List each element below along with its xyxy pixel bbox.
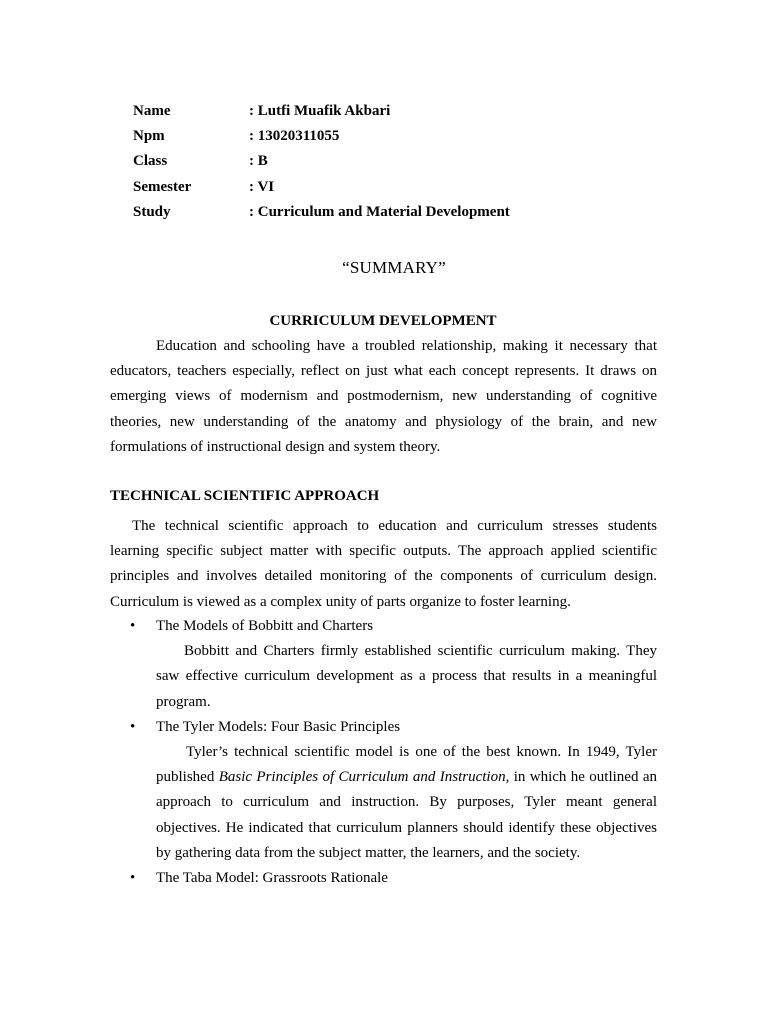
bullet-description-bobbitt-charters: Bobbitt and Charters firmly established scientific curriculum making. They saw effective curriculum development as a process that results in a meaningful program. bbox=[156, 643, 657, 710]
identity-label: Semester bbox=[133, 178, 192, 195]
bullet-icon: • bbox=[130, 870, 136, 887]
identity-value: : 13020311055 bbox=[249, 128, 340, 145]
bullet-item-taba bbox=[110, 866, 657, 891]
tyler-text-before: Tyler’s technical scientific model is one of the best known. In 1949, Tyler published bbox=[156, 744, 657, 786]
bullet-title: The Tyler Models: Four Basic Principles bbox=[156, 718, 401, 735]
identity-row-semester bbox=[133, 177, 693, 202]
identity-row-study bbox=[133, 202, 693, 227]
identity-label: Class bbox=[133, 153, 168, 170]
student-identity-block bbox=[133, 101, 693, 227]
section-heading-curriculum-development: CURRICULUM DEVELOPMENT bbox=[269, 313, 497, 329]
identity-row-npm bbox=[133, 126, 693, 151]
identity-value: : Lutfi Muafik Akbari bbox=[249, 103, 391, 119]
bullet-item-tyler bbox=[110, 715, 657, 740]
bullet-item-bobbitt-charters bbox=[110, 614, 657, 639]
book-title: Basic Principles of Curriculum and Instruction bbox=[218, 769, 506, 786]
bullet-title: The Taba Model: Grassroots Rationale bbox=[156, 870, 388, 887]
identity-label: Name bbox=[133, 103, 171, 119]
curriculum-development-paragraph: Education and schooling have a troubled relationship, making it necessary that educators, teachers especially, reflect on just what each concept represents. It draws on emerging views of modernism and postmodernism, new understanding of cognitive theories, new understanding of the anatomy and physiology of the brain, and new formulations of instructional design and system theory. bbox=[110, 338, 657, 455]
identity-label: Study bbox=[133, 203, 171, 220]
identity-row-name bbox=[133, 101, 693, 126]
identity-value: : VI bbox=[249, 178, 275, 195]
document-title: “SUMMARY” bbox=[342, 258, 446, 277]
bullet-icon: • bbox=[130, 718, 136, 735]
section-heading-technical-scientific-approach: TECHNICAL SCIENTIFIC APPROACH bbox=[110, 488, 380, 504]
identity-row-class bbox=[133, 151, 693, 176]
bullet-icon: • bbox=[130, 618, 136, 634]
tyler-text-after: , in which he outlined an approach to curriculum and instruction. By purposes, Tyler meant general objectives. He indicated that curriculum planners should identify these objectives by gathering data from the subject matter, the learners, and the society. bbox=[156, 769, 657, 861]
bullet-description-tyler bbox=[110, 740, 657, 866]
technical-scientific-paragraph: The technical scientific approach to education and curriculum stresses students learning specific subject matter with specific outputs. The approach applied scientific principles and involves detailed monitoring of the components of curriculum design. Curriculum is viewed as a complex unity of parts organize to foster learning. bbox=[110, 518, 657, 610]
identity-value: : Curriculum and Material Development bbox=[249, 203, 510, 220]
model-bullet-list bbox=[110, 614, 657, 891]
identity-value: : B bbox=[249, 153, 268, 170]
identity-label: Npm bbox=[133, 128, 165, 145]
bullet-title: The Models of Bobbitt and Charters bbox=[156, 618, 374, 634]
